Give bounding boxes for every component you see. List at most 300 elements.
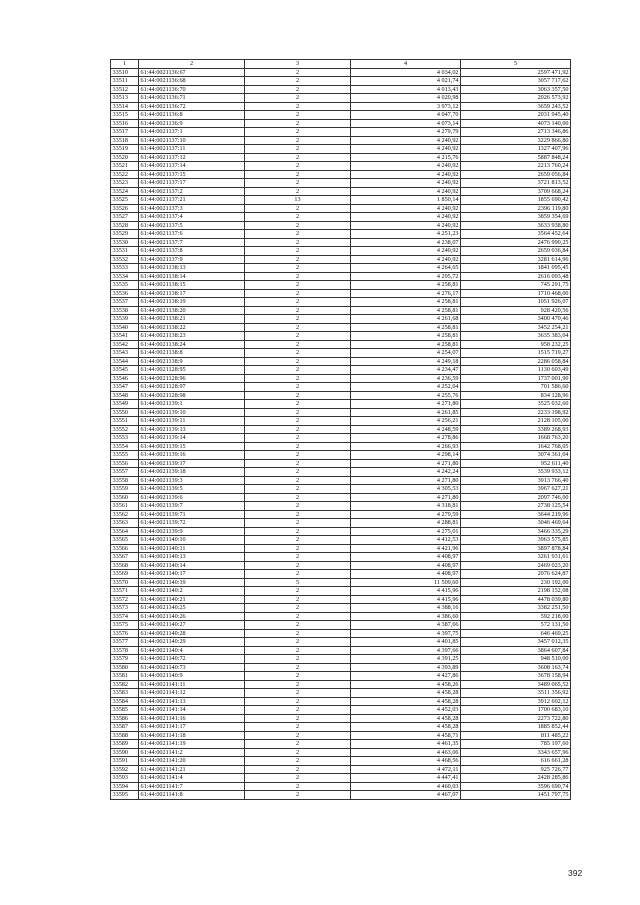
table-row [111,417,571,426]
cadastral-number-cell: 61:44:0021136:70 [139,85,245,94]
value-cell: 2273 722,80 [461,714,571,723]
value-cell: 928 420,56 [461,306,571,315]
row-number-cell: 33576 [111,629,139,638]
row-number-cell: 33538 [111,306,139,315]
category-cell: 2 [245,77,351,86]
rate-cell: 4 452,03 [351,706,461,715]
category-cell: 2 [245,485,351,494]
value-cell: 3466 335,29 [461,527,571,536]
category-cell: 2 [245,298,351,307]
category-cell: 13 [245,196,351,205]
rate-cell: 4 412,53 [351,536,461,545]
value-cell: 1855 690,42 [461,196,571,205]
value-cell: 3913 766,40 [461,476,571,485]
value-cell: 2476 990,25 [461,238,571,247]
rate-cell: 4 415,96 [351,595,461,604]
table-row [111,510,571,519]
table-row [111,383,571,392]
value-cell: 3564 452,64 [461,230,571,239]
rate-cell: 4 278,86 [351,434,461,443]
category-cell: 2 [245,111,351,120]
category-cell: 2 [245,791,351,800]
value-cell: 3046 469,64 [461,519,571,528]
rate-cell: 4 248,59 [351,425,461,434]
table-row [111,162,571,171]
value-cell: 3457 012,35 [461,638,571,647]
row-number-cell: 33551 [111,417,139,426]
value-cell: 3063 357,50 [461,85,571,94]
value-cell: 2233 198,92 [461,408,571,417]
rate-cell: 4 255,76 [351,391,461,400]
category-cell: 2 [245,119,351,128]
table-row [111,638,571,647]
value-cell: 1051 926,07 [461,298,571,307]
value-cell: 3897 878,84 [461,544,571,553]
row-number-cell: 33539 [111,315,139,324]
table-row [111,255,571,264]
rate-cell: 4 391,25 [351,655,461,664]
cadastral-number-cell: 61:44:0021141:18 [139,731,245,740]
category-cell: 2 [245,689,351,698]
category-cell: 2 [245,230,351,239]
rate-cell: 4 240,92 [351,136,461,145]
table-row [111,281,571,290]
cadastral-number-cell: 61:44:0021128:97 [139,383,245,392]
rate-cell: 4 047,70 [351,111,461,120]
table-row [111,706,571,715]
category-cell: 2 [245,612,351,621]
table-row [111,782,571,791]
category-cell: 2 [245,782,351,791]
rate-cell: 4 275,01 [351,527,461,536]
value-cell: 3633 938,80 [461,221,571,230]
table-row [111,757,571,766]
rate-cell: 4 240,92 [351,204,461,213]
row-number-cell: 33581 [111,672,139,681]
cadastral-number-cell: 61:44:0021138:23 [139,332,245,341]
cadastral-number-cell: 61:44:0021141:13 [139,697,245,706]
row-number-cell: 33582 [111,680,139,689]
row-number-cell: 33529 [111,230,139,239]
table-row [111,502,571,511]
table-row [111,655,571,664]
table-row [111,442,571,451]
category-cell: 2 [245,714,351,723]
row-number-cell: 33540 [111,323,139,332]
page-number: 392 [568,868,583,878]
cadastral-number-cell: 61:44:0021140:10 [139,536,245,545]
row-number-cell: 33534 [111,272,139,281]
table-row [111,102,571,111]
cadastral-number-cell: 61:44:0021138:22 [139,323,245,332]
category-cell: 2 [245,340,351,349]
rate-cell: 4 242,24 [351,468,461,477]
cadastral-number-cell: 61:44:0021136:72 [139,102,245,111]
value-cell: 3229 866,80 [461,136,571,145]
row-number-cell: 33526 [111,204,139,213]
value-cell: 925 726,77 [461,765,571,774]
rate-cell: 4 279,59 [351,510,461,519]
cadastral-number-cell: 61:44:0021137:12 [139,153,245,162]
table-row [111,663,571,672]
rate-cell: 4 397,75 [351,629,461,638]
cadastral-number-cell: 61:44:0021139:6 [139,493,245,502]
row-number-cell: 33522 [111,170,139,179]
table-row [111,85,571,94]
table-row [111,629,571,638]
value-cell: 1710 468,00 [461,289,571,298]
value-cell: 3963 575,85 [461,536,571,545]
cadastral-number-cell: 61:44:0021139:13 [139,425,245,434]
table-row [111,153,571,162]
table-row [111,731,571,740]
rate-cell: 4 458,28 [351,723,461,732]
row-number-cell: 33517 [111,128,139,137]
table-row [111,451,571,460]
category-cell: 2 [245,493,351,502]
rate-cell: 4 258,81 [351,281,461,290]
value-cell: 2097 746,00 [461,493,571,502]
category-cell: 2 [245,731,351,740]
value-cell: 701 586,60 [461,383,571,392]
value-cell: 1327 407,96 [461,145,571,154]
row-number-cell: 33579 [111,655,139,664]
table-row [111,587,571,596]
cadastral-number-cell: 61:44:0021137:17 [139,179,245,188]
cadastral-number-cell: 61:44:0021140:17 [139,570,245,579]
value-cell: 2659 056,84 [461,170,571,179]
table-row [111,196,571,205]
table-row [111,425,571,434]
category-cell: 2 [245,510,351,519]
row-number-cell: 33531 [111,247,139,256]
rate-cell: 4 447,41 [351,774,461,783]
cadastral-number-cell: 61:44:0021141:14 [139,706,245,715]
category-cell: 2 [245,629,351,638]
table-row [111,485,571,494]
rate-cell: 4 393,89 [351,663,461,672]
rate-cell: 4 401,85 [351,638,461,647]
table-row [111,230,571,239]
rate-cell: 4 254,07 [351,349,461,358]
category-cell: 2 [245,561,351,570]
rate-cell: 4 264,65 [351,264,461,273]
value-cell: 3281 614,96 [461,255,571,264]
rate-cell: 4 258,81 [351,323,461,332]
value-cell: 3389 268,93 [461,425,571,434]
category-cell: 2 [245,136,351,145]
cadastral-number-cell: 61:44:0021141:8 [139,791,245,800]
table-row [111,476,571,485]
rate-cell: 4 258,81 [351,340,461,349]
cadastral-number-cell: 61:44:0021141:17 [139,723,245,732]
row-number-cell: 33594 [111,782,139,791]
value-cell: 2031 945,40 [461,111,571,120]
column-header: 4 [351,60,461,69]
category-cell: 5 [245,578,351,587]
category-cell: 2 [245,553,351,562]
table-row [111,791,571,800]
value-cell: 4073 140,00 [461,119,571,128]
cadastral-number-cell: 61:44:0021138:13 [139,264,245,273]
category-cell: 2 [245,468,351,477]
table-row [111,740,571,749]
rate-cell: 4 305,53 [351,485,461,494]
cadastral-number-cell: 61:44:0021140:27 [139,621,245,630]
table-row [111,213,571,222]
table-row [111,145,571,154]
row-number-cell: 33514 [111,102,139,111]
table-row [111,136,571,145]
rate-cell: 4 463,06 [351,748,461,757]
cadastral-number-cell: 61:44:0021141:11 [139,680,245,689]
cadastral-number-cell: 61:44:0021139:5 [139,485,245,494]
table-row [111,179,571,188]
row-number-cell: 33532 [111,255,139,264]
category-cell: 2 [245,544,351,553]
cadastral-number-cell: 61:44:0021139:14 [139,434,245,443]
row-number-cell: 33573 [111,604,139,613]
cadastral-number-cell: 61:44:0021137:14 [139,162,245,171]
row-number-cell: 33524 [111,187,139,196]
value-cell: 5887 848,24 [461,153,571,162]
rate-cell: 4 240,92 [351,213,461,222]
category-cell: 2 [245,604,351,613]
value-cell: 2286 058,84 [461,357,571,366]
value-cell: 572 131,50 [461,621,571,630]
row-number-cell: 33519 [111,145,139,154]
table-row [111,680,571,689]
rate-cell: 4 252,04 [351,383,461,392]
category-cell: 2 [245,459,351,468]
row-number-cell: 33552 [111,425,139,434]
cadastral-number-cell: 61:44:0021136:9 [139,119,245,128]
row-number-cell: 33584 [111,697,139,706]
rate-cell: 4 020,98 [351,94,461,103]
row-number-cell: 33536 [111,289,139,298]
table-row [111,527,571,536]
value-cell: 3382 251,50 [461,604,571,613]
table-row [111,366,571,375]
cadastral-number-cell: 61:44:0021138:21 [139,315,245,324]
rate-cell: 4 397,66 [351,646,461,655]
data-table [110,59,571,800]
table-row [111,332,571,341]
table-row [111,272,571,281]
table-row [111,128,571,137]
rate-cell: 4 458,71 [351,731,461,740]
row-number-cell: 33516 [111,119,139,128]
category-cell: 2 [245,145,351,154]
table-row [111,468,571,477]
rate-cell: 4 288,81 [351,519,461,528]
row-number-cell: 33528 [111,221,139,230]
cadastral-number-cell: 61:44:0021128:96 [139,374,245,383]
rate-cell: 4 458,28 [351,697,461,706]
table-row [111,604,571,613]
table-row [111,748,571,757]
value-cell: 3452 254,21 [461,323,571,332]
table-row [111,408,571,417]
row-number-cell: 33565 [111,536,139,545]
value-cell: 2128 105,00 [461,417,571,426]
rate-cell: 4 021,74 [351,77,461,86]
value-cell: 1130 603,49 [461,366,571,375]
cadastral-number-cell: 61:44:0021140:21 [139,595,245,604]
category-cell: 2 [245,425,351,434]
value-cell: 3721 813,52 [461,179,571,188]
category-cell: 2 [245,519,351,528]
rate-cell: 4 271,80 [351,476,461,485]
value-cell: 948 510,00 [461,655,571,664]
rate-cell: 4 458,28 [351,714,461,723]
row-number-cell: 33572 [111,595,139,604]
row-number-cell: 33592 [111,765,139,774]
rate-cell: 4 258,81 [351,332,461,341]
cadastral-number-cell: 61:44:0021136:67 [139,68,245,77]
value-cell: 3057 717,62 [461,77,571,86]
value-cell: 952 611,40 [461,459,571,468]
category-cell: 2 [245,68,351,77]
row-number-cell: 33547 [111,383,139,392]
value-cell: 3400 470,46 [461,315,571,324]
table-body [111,68,571,799]
cadastral-number-cell: 61:44:0021140:28 [139,629,245,638]
row-number-cell: 33543 [111,349,139,358]
rate-cell: 4 271,80 [351,459,461,468]
value-cell: 3678 158,94 [461,672,571,681]
column-header: 2 [139,60,245,69]
table-row [111,544,571,553]
row-number-cell: 33570 [111,578,139,587]
cadastral-number-cell: 61:44:0021140:73 [139,663,245,672]
row-number-cell: 33535 [111,281,139,290]
category-cell: 2 [245,272,351,281]
value-cell: 3659 243,52 [461,102,571,111]
row-number-cell: 33533 [111,264,139,273]
table-row [111,349,571,358]
category-cell: 2 [245,264,351,273]
row-number-cell: 33595 [111,791,139,800]
rate-cell: 4 276,17 [351,289,461,298]
value-cell: 3489 065,52 [461,680,571,689]
category-cell: 2 [245,723,351,732]
category-cell: 2 [245,85,351,94]
cadastral-number-cell: 61:44:0021141:21 [139,765,245,774]
rate-cell: 4 415,96 [351,587,461,596]
cadastral-number-cell: 61:44:0021139:3 [139,476,245,485]
value-cell: 3709 668,24 [461,187,571,196]
cadastral-number-cell: 61:44:0021140:2 [139,587,245,596]
row-number-cell: 33564 [111,527,139,536]
value-cell: 2597 471,92 [461,68,571,77]
value-cell: 958 232,25 [461,340,571,349]
cadastral-number-cell: 61:44:0021139:16 [139,451,245,460]
value-cell: 1700 683,10 [461,706,571,715]
cadastral-number-cell: 61:44:0021138:14 [139,272,245,281]
table-row [111,221,571,230]
row-number-cell: 33561 [111,502,139,511]
cadastral-number-cell: 61:44:0021137:15 [139,170,245,179]
table-row [111,247,571,256]
value-cell: 834 128,96 [461,391,571,400]
rate-cell: 4 271,80 [351,493,461,502]
rate-cell: 4 461,35 [351,740,461,749]
cadastral-number-cell: 61:44:0021139:71 [139,510,245,519]
table-row [111,68,571,77]
row-number-cell: 33578 [111,646,139,655]
table-row [111,238,571,247]
row-number-cell: 33583 [111,689,139,698]
rate-cell: 4 236,59 [351,374,461,383]
cadastral-number-cell: 61:44:0021138:9 [139,357,245,366]
row-number-cell: 33518 [111,136,139,145]
table-row [111,697,571,706]
row-number-cell: 33545 [111,366,139,375]
table-row [111,340,571,349]
table-row [111,553,571,562]
row-number-cell: 33544 [111,357,139,366]
cadastral-number-cell: 61:44:0021140:25 [139,604,245,613]
cadastral-number-cell: 61:44:0021137:21 [139,196,245,205]
row-number-cell: 33558 [111,476,139,485]
row-number-cell: 33590 [111,748,139,757]
table-row [111,374,571,383]
cadastral-number-cell: 61:44:0021140:19 [139,578,245,587]
value-cell: 3967 627,21 [461,485,571,494]
cadastral-number-cell: 61:44:0021139:11 [139,417,245,426]
category-cell: 2 [245,570,351,579]
category-cell: 2 [245,451,351,460]
rate-cell: 4 408,97 [351,570,461,579]
table-row [111,621,571,630]
cadastral-number-cell: 61:44:0021137:4 [139,213,245,222]
row-number-cell: 33549 [111,400,139,409]
rate-cell: 4 468,56 [351,757,461,766]
table-row [111,170,571,179]
row-number-cell: 33511 [111,77,139,86]
rate-cell: 11 509,60 [351,578,461,587]
row-number-cell: 33559 [111,485,139,494]
row-number-cell: 33537 [111,298,139,307]
cadastral-number-cell: 61:44:0021138:19 [139,298,245,307]
table-row [111,323,571,332]
row-number-cell: 33568 [111,561,139,570]
cadastral-number-cell: 61:44:0021137:5 [139,221,245,230]
rate-cell: 4 034,02 [351,68,461,77]
rate-cell: 4 427,86 [351,672,461,681]
table-row [111,646,571,655]
category-cell: 2 [245,476,351,485]
cadastral-number-cell: 61:44:0021139:1 [139,400,245,409]
table-row [111,561,571,570]
row-number-cell: 33541 [111,332,139,341]
rate-cell: 4 458,26 [351,680,461,689]
category-cell: 2 [245,383,351,392]
category-cell: 2 [245,774,351,783]
value-cell: 230 192,00 [461,578,571,587]
row-number-cell: 33585 [111,706,139,715]
table-row [111,578,571,587]
category-cell: 2 [245,153,351,162]
cadastral-number-cell: 61:44:0021139:7 [139,502,245,511]
row-number-cell: 33563 [111,519,139,528]
cadastral-number-cell: 61:44:0021140:29 [139,638,245,647]
cadastral-number-cell: 61:44:0021137:9 [139,255,245,264]
cadastral-number-cell: 61:44:0021138:20 [139,306,245,315]
row-number-cell: 33554 [111,442,139,451]
row-number-cell: 33569 [111,570,139,579]
